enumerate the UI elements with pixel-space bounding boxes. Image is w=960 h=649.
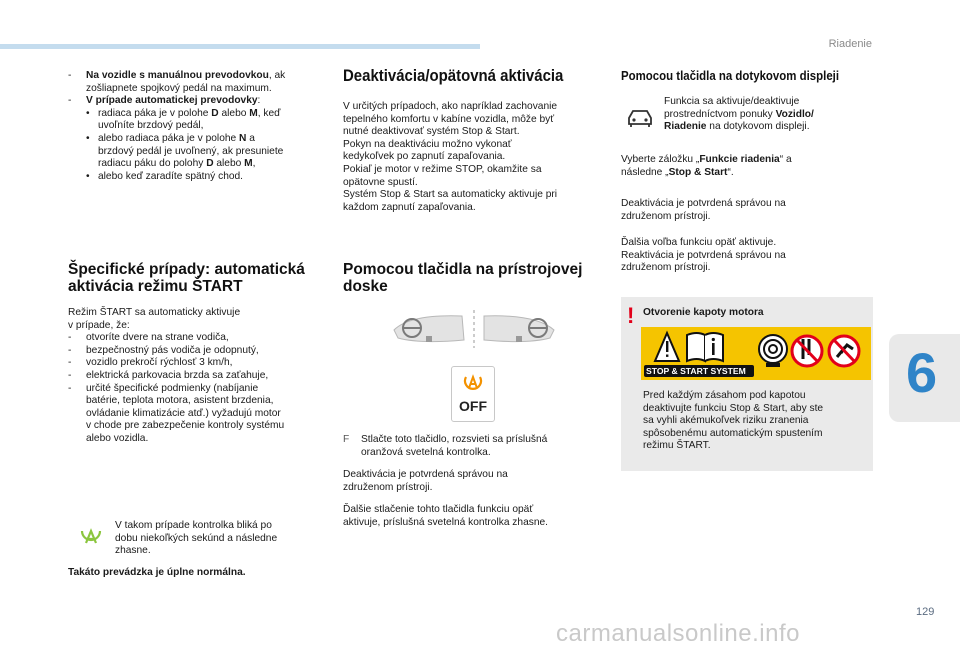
manual-book-icon (687, 333, 723, 361)
fan-icon (759, 335, 787, 367)
special-cases-heading: Špecifické prípady: automatická aktivácia režimu ŠTART (68, 261, 305, 295)
left-dashboard-icon (394, 316, 464, 342)
stop-start-icon (462, 373, 484, 395)
list-item: - V prípade automatickej prevodovky: (68, 95, 261, 107)
list-item-continuation: ovládanie klimatizácie atď.) vyžadujú motor (86, 407, 281, 419)
no-touch-fan-icon (792, 336, 822, 366)
list-item: - Na vozidle s manuálnou prevodovkou, ak (68, 70, 286, 81)
sub-list-continuation: uvoľníte brzdový pedál, (98, 120, 204, 132)
list-item-continuation: batérie, teplota motora, asistent brzdenia, (86, 395, 274, 407)
button-step: F Stlačte toto tlačidlo, rozsvieti sa príslušná oranžová svetelná kontrolka. (343, 434, 548, 458)
warning-icon: ! (627, 303, 635, 328)
sub-list-item: • alebo keď zaradíte spätný chod. (86, 170, 244, 182)
sticker-label: STOP & START SYSTEM (646, 366, 746, 376)
button-confirmation: Deaktivácia je potvrdená správou na združenom prístroji. (343, 469, 508, 493)
normal-operation-note: Takáto prevádzka je úplne normálna. (68, 567, 246, 578)
caution-triangle-icon (655, 333, 679, 361)
stop-start-off-button[interactable] (451, 366, 495, 422)
warning-title: Otvorenie kapoty motora (643, 307, 764, 318)
deactivation-text: V určitých prípadoch, ako napríklad zachovanie tepelného komfortu v kabíne vozidla, môže byť nutné deaktivovať systém Stop & Start. Pokyn na deaktiváciu možno vykonať kedykoľvek po zapnutí zapaľovania. Pokiaľ je motor v režime STOP, okamžite sa opätovne spustí. Systém Stop & Start sa automaticky aktivuje pri každom zapnutí zapaľovania. (343, 101, 558, 213)
right-dashboard-icon (484, 316, 554, 342)
deactivation-heading: Deaktivácia/opätovná aktivácia (343, 66, 564, 85)
page-number: 129 (916, 606, 935, 618)
list-item: - určité špecifické podmienky (nabíjanie (68, 382, 259, 394)
car-icon (626, 106, 654, 128)
auto-start-conditions: Režim ŠTART sa automaticky aktivuje v prípade, že: - otvoríte dvere na strane vodiča, - bezpečnostný pás vodiča je odopnutý, - vozidlo prekročí rýchlosť 3 km/h, - elektrická parkovacia brzda sa zaťahuje, - určité špecifické podmienky (nabíjanie batérie, teplota motora, asistent brzdenia, ovládanie klimatizácie atď.) vyžadujú motor v chode pre zabezpečenie kontroly systému alebo vozidla. (68, 307, 333, 446)
warning-text: Pred každým zásahom pod kapotou deaktivujte funkciu Stop & Start, aby ste sa vyhli akémukoľvek riziku zranenia spôsobenému automatickým spustením režimu ŠTART. (643, 390, 824, 452)
gearbox-conditions (68, 70, 333, 183)
list-item: - elektrická parkovacia brzda sa zaťahuje, (68, 369, 269, 381)
off-label: OFF (459, 398, 487, 414)
list-item: - bezpečnostný pás vodiča je odopnutý, (68, 344, 259, 356)
sub-list-continuation: radiacu páku do polohy D alebo M, (98, 158, 256, 170)
chapter-number: 6 (906, 341, 938, 404)
list-item-continuation: v chode pre zabezpečenie kontroly systému (86, 420, 285, 432)
list-item-continuation: alebo vozidla. (86, 432, 149, 444)
section-name: Riadenie (828, 38, 872, 50)
button-reactivation: Ďalšie stlačenie tohto tlačidla funkciu opäť aktivuje, príslušná svetelná kontrolka zhasne. (343, 504, 548, 528)
touchscreen-reactivation: Ďalšia voľba funkciu opäť aktivuje. Reaktivácia je potvrdená správou na združenom prístroji. (621, 237, 786, 274)
dashboard-button-heading: Pomocou tlačidla na prístrojovej doske (343, 261, 583, 295)
no-hand-icon (829, 336, 859, 366)
sub-list-continuation: brzdový pedál je uvoľnený, ak presuniete (98, 145, 284, 157)
watermark: carmanualsonline.info (556, 620, 800, 647)
touchscreen-menu-text: Funkcia sa aktivuje/deaktivuje prostredníctvom ponuky Vozidlo/ Riadenie na dotykovom displeji. (664, 96, 814, 133)
list-item: - vozidlo prekročí rýchlosť 3 km/h, (68, 357, 233, 369)
touchscreen-heading: Pomocou tlačidla na dotykovom displeji (621, 68, 840, 83)
sub-list-item: • radiaca páka je v polohe D alebo M, keď (86, 107, 281, 119)
list-item-continuation: zošliapnete spojkový pedál na maximum. (86, 82, 272, 94)
dashboard-illustration (390, 308, 560, 350)
stop-start-indicator-icon (78, 527, 104, 549)
list-item: - otvoríte dvere na strane vodiča, (68, 332, 229, 344)
indicator-note: V takom prípade kontrolka bliká po dobu niekoľkých sekúnd a následne zhasne. (115, 520, 278, 557)
header-accent-bar (0, 44, 480, 49)
step-marker: F (343, 434, 350, 445)
touchscreen-tab-text: Vyberte záložku „Funkcie riadenia“ a následne „Stop & Start“. (621, 154, 792, 178)
stop-start-warning-sticker (641, 327, 871, 380)
touchscreen-confirmation: Deaktivácia je potvrdená správou na združenom prístroji. (621, 198, 786, 222)
sub-list-item: • alebo radiaca páka je v polohe N a (86, 132, 255, 144)
